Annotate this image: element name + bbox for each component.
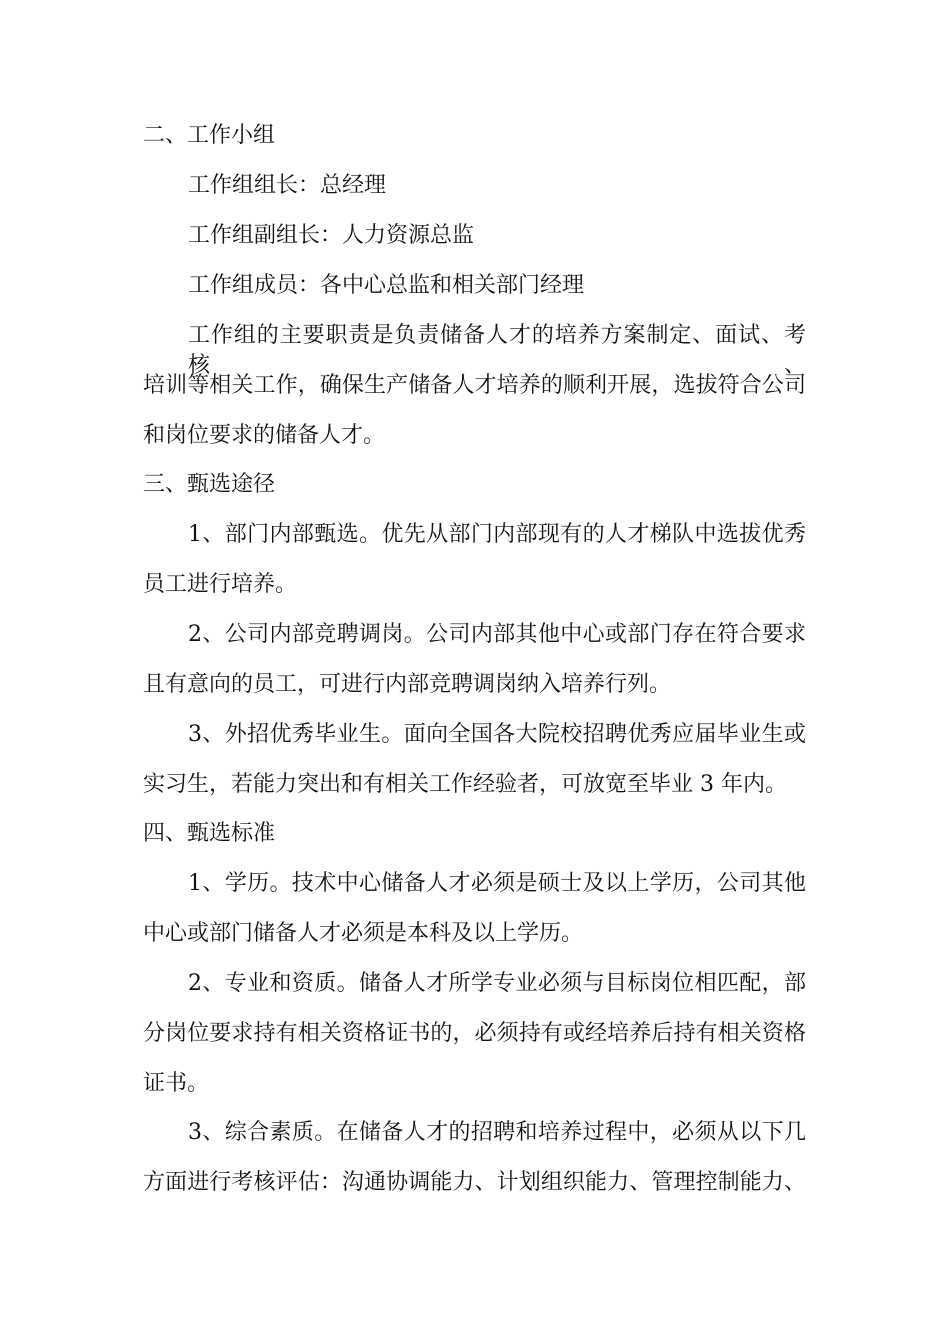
text-line: 证书。	[143, 1071, 210, 1096]
text-line: 员工进行培养。	[143, 572, 298, 597]
text-line: 工作组的主要职责是负责储备人才的培养方案制定、面试、考核、	[188, 323, 806, 378]
text-line: 1、学历。技术中心储备人才必须是硕士及以上学历，公司其他	[188, 871, 806, 896]
section-heading-work-group: 二、工作小组	[143, 123, 276, 148]
text-line: 3、外招优秀毕业生。面向全国各大院校招聘优秀应届毕业生或	[188, 722, 806, 747]
text-line: 工作组成员：各中心总监和相关部门经理	[188, 273, 585, 298]
text-line: 3、综合素质。在储备人才的招聘和培养过程中，必须从以下几	[188, 1120, 806, 1145]
text-line: 2、公司内部竞聘调岗。公司内部其他中心或部门存在符合要求	[188, 622, 806, 647]
text-line: 工作组副组长：人力资源总监	[188, 223, 475, 248]
text-line: 工作组组长：总经理	[188, 173, 387, 198]
text-line: 2、专业和资质。储备人才所学专业必须与目标岗位相匹配，部	[188, 971, 806, 996]
text-line: 分岗位要求持有相关资格证书的，必须持有或经培养后持有相关资格	[143, 1021, 806, 1046]
text-line: 和岗位要求的储备人才。	[143, 423, 386, 448]
text-line: 培训等相关工作，确保生产储备人才培养的顺利开展，选拔符合公司	[143, 373, 806, 398]
text-line: 1、部门内部甄选。优先从部门内部现有的人才梯队中选拔优秀	[188, 522, 806, 547]
text-line: 方面进行考核评估：沟通协调能力、计划组织能力、管理控制能力、	[143, 1170, 806, 1195]
text-line: 实习生，若能力突出和有相关工作经验者，可放宽至毕业 3 年内。	[143, 772, 787, 797]
text-line: 且有意向的员工，可进行内部竞聘调岗纳入培养行列。	[143, 672, 672, 697]
section-heading-selection-channels: 三、甄选途径	[143, 472, 276, 497]
text-line: 中心或部门储备人才必须是本科及以上学历。	[143, 921, 584, 946]
section-heading-selection-criteria: 四、甄选标准	[143, 821, 276, 846]
